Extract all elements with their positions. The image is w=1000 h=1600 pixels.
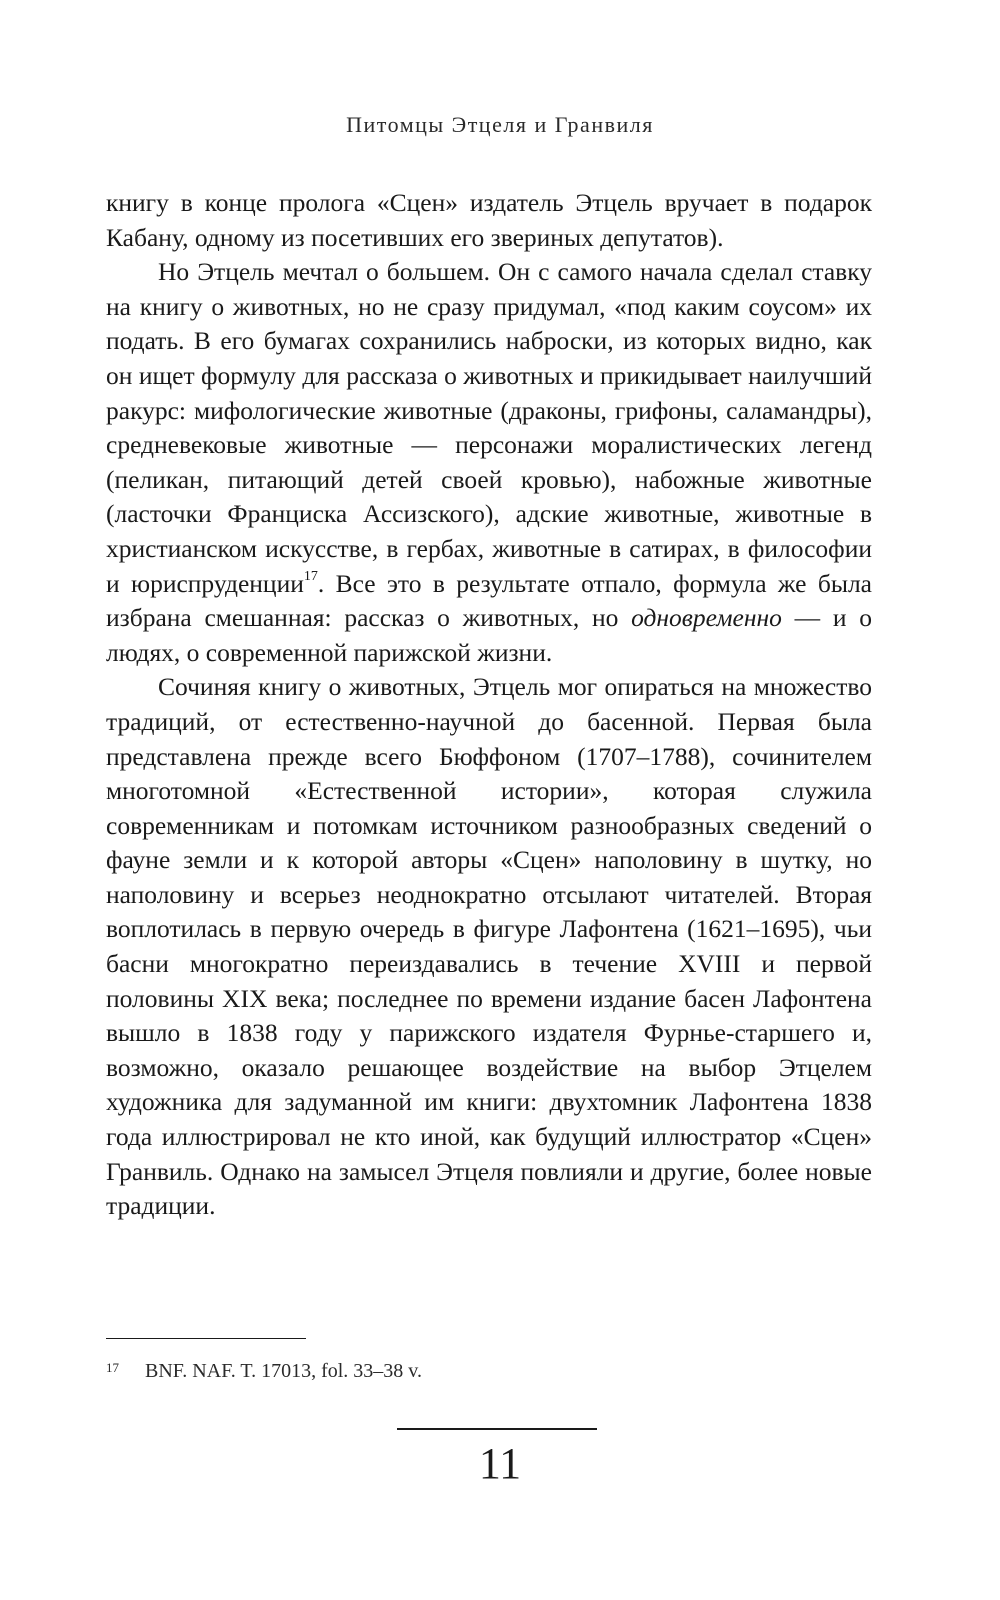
paragraph-2-text-b: . Все это в результате отпало, формула же была избрана смешанная: рассказ о животных, но (106, 568, 873, 633)
footnote-divider (106, 1338, 306, 1339)
body-text (106, 186, 872, 1224)
paragraph-2-text-c: — и о людях, о современной парижской жизни. (106, 603, 872, 667)
footnote-reference[interactable]: 17 (303, 569, 318, 585)
running-head: Питомцы Этцеля и Гранвиля (346, 112, 654, 137)
emphasized-word: одновременно (631, 603, 782, 633)
paragraph-2-text-a: Но Этцель мечтал о большем. Он с самого начала сделал ставку на книгу о животных, но не сразу придумал, «под каким соусом» их подать. В его бумагах сохранились наброски, из которых видно, как он ищет формулу для рассказа о животных и прикидывает наилучший ракурс: мифологические животные (драконы, грифоны, саламандры), средневековые животные — персонажи моралистических легенд (пеликан, питающий детей своей кровью), набожные животные (ласточки Франциска Ассизского), адские животные, животные в христианском искусстве, в гербах, животные в сатирах, в философии и юриспруденции (106, 257, 872, 598)
footnote (106, 1360, 422, 1383)
paragraph-1: книгу в конце пролога «Сцен» издатель Этцель вручает в подарок Кабану, одному из посетивших его звериных депутатов). (106, 188, 872, 252)
footnote-number: 17 (106, 1360, 119, 1375)
page-number: 11 (478, 1439, 522, 1488)
footnote-text: BNF. NAF. T. 17013, fol. 33–38 v. (145, 1360, 423, 1382)
paragraph-3: Сочиняя книгу о животных, Этцель мог опираться на множество традиций, от естественно-научной до басенной. Первая была представлена прежде всего Бюффоном (1707–1788), сочинителем многотомной «Естественной истории», которая служила современникам и потомкам источником разнообразных сведений о фауне земли и к которой авторы «Сцен» наполовину в шутку, но наполовину и всерьез неоднократно отсылают читателей. Вторая воплотилась в первую очередь в фигуре Лафонтена (1621–1695), чьи басни многократно переиздавались в течение XVIII и первой половины XIX века; последнее по времени издание басен Лафонтена вышло в 1838 году у парижского издателя Фурнье-старшего и, возможно, оказало решающее воздействие на выбор Этцелем художника для задуманной им книги: двухтомник Лафонтена 1838 года иллюстрировал не кто иной, как будущий иллюстратор «Сцен» Гранвиль. Однако на замысел Этцеля повлияли и другие, более новые традиции. (106, 672, 872, 1221)
paragraph-2 (106, 255, 872, 670)
folio-divider (397, 1428, 597, 1430)
